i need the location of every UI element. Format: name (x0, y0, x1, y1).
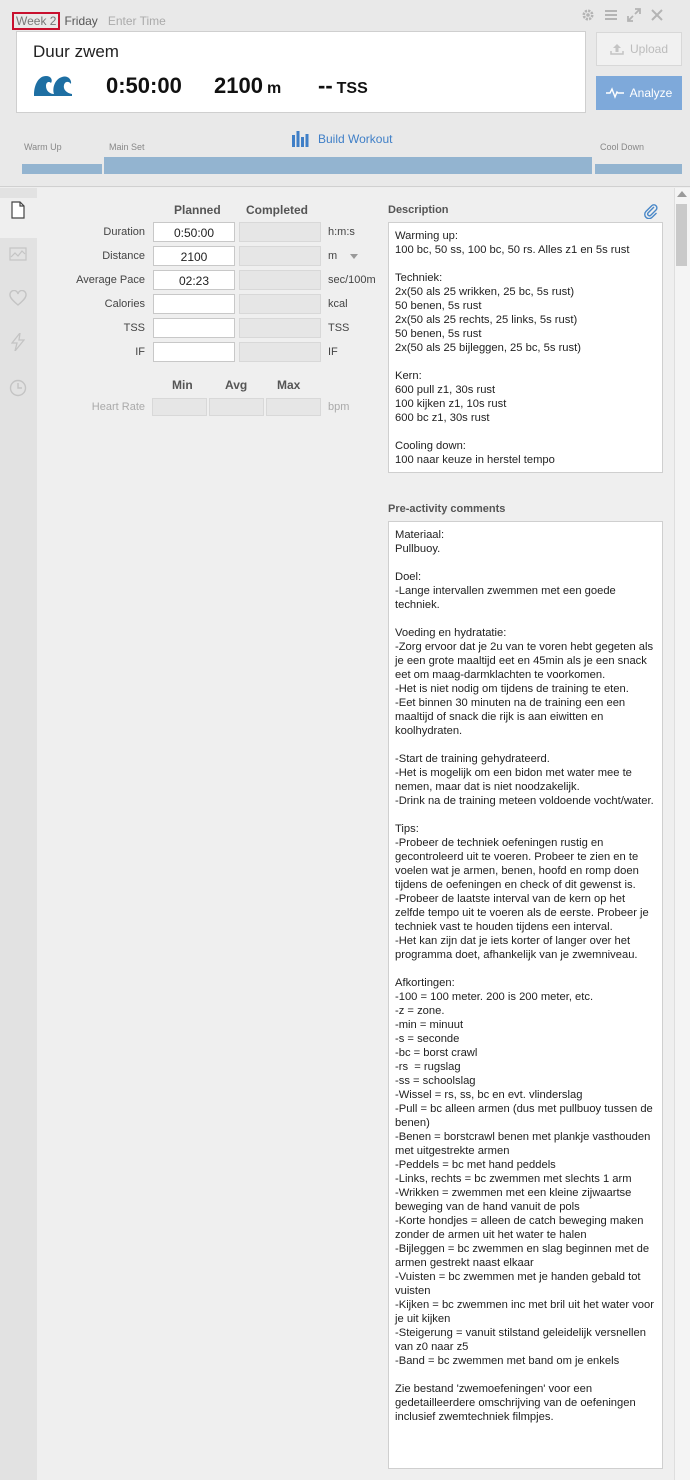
warm-up-label: Warm Up (24, 142, 62, 152)
if-planned-input[interactable] (153, 342, 235, 362)
tss-completed-input[interactable] (239, 318, 321, 338)
enter-time-link[interactable]: Enter Time (107, 14, 166, 28)
upload-label: Upload (629, 42, 669, 56)
calories-unit: kcal (328, 298, 348, 310)
description-title: Description (388, 204, 449, 216)
if-label: IF (135, 346, 145, 358)
breadcrumb (12, 12, 166, 30)
close-icon[interactable] (650, 8, 664, 25)
warm-up-bar[interactable] (22, 164, 102, 174)
distance-unit-select[interactable] (328, 250, 358, 262)
calories-completed-input[interactable] (239, 294, 321, 314)
heart-rate-unit: bpm (328, 401, 350, 413)
clock-icon[interactable] (8, 378, 28, 398)
description-textarea[interactable]: Warming up: 100 bc, 50 ss, 100 bc, 50 rs. Alles z1 en 5s rust Techniek: 2x(50 als 25 wrikken, 25 bc, 5s rust) 50 benen, 5s rust 2x(50 als 25 rechts, 25 links, 5s rust) 50 benen, 5s rust 2x(50 als 25 bijleggen, 25 bc, 5s rust) Kern: 600 pull z1, 30s rust 100 kijken z1, 10s rust 600 bc z1, 30s rust Cooling down: 100 naar keuze in herstel tempo (388, 222, 663, 473)
distance-completed-input[interactable] (239, 246, 321, 266)
document-icon[interactable] (8, 200, 28, 220)
distance-planned-input[interactable]: 2100 (153, 246, 235, 266)
pulse-icon (606, 87, 624, 99)
workout-header (0, 0, 690, 187)
expand-icon[interactable] (627, 8, 641, 25)
summary-distance (214, 73, 281, 99)
paperclip-icon[interactable] (643, 203, 659, 224)
pace-completed-input[interactable] (239, 270, 321, 290)
workout-title[interactable]: Duur zwem (33, 42, 119, 61)
cool-down-label: Cool Down (600, 142, 645, 152)
swim-icon (33, 70, 73, 101)
hr-min-input[interactable] (152, 398, 207, 416)
calories-planned-input[interactable] (153, 294, 235, 314)
hr-max-input[interactable] (266, 398, 321, 416)
chevron-down-icon (350, 254, 358, 259)
distance-unit: m (328, 250, 338, 262)
summary-distance-unit: m (266, 80, 282, 97)
duration-completed-input[interactable] (239, 222, 321, 242)
completed-header: Completed (246, 203, 309, 217)
build-workout-label: Build Workout (318, 132, 393, 146)
heart-icon[interactable] (8, 288, 28, 308)
bar-chart-icon (292, 131, 312, 147)
gear-icon[interactable] (581, 8, 595, 25)
scrollbar-thumb[interactable] (676, 204, 687, 266)
calories-label: Calories (104, 298, 145, 310)
tss-unit: TSS (328, 322, 350, 334)
pace-unit: sec/100m (328, 274, 376, 286)
if-unit: IF (328, 346, 338, 358)
if-completed-input[interactable] (239, 342, 321, 362)
summary-tss-unit: TSS (336, 80, 368, 97)
week-link[interactable]: Week 2 (12, 12, 60, 30)
workout-summary (16, 31, 586, 113)
hr-avg-header: Avg (225, 378, 248, 392)
hr-max-header: Max (277, 378, 301, 392)
planned-header: Planned (174, 203, 221, 217)
pre-activity-title: Pre-activity comments (388, 503, 506, 515)
build-workout-button[interactable] (292, 131, 392, 147)
pace-label: Average Pace (76, 274, 145, 286)
main-set-bar[interactable] (104, 157, 592, 174)
pre-activity-textarea[interactable]: Materiaal: Pullbuoy. Doel: -Lange intervallen zwemmen met een goede techniek. Voeding en hydratatie: -Zorg ervoor dat je 2u van te voren hebt gegeten als je een grote maaltijd eet en 45min als je een snack eet om maag-darmklachten te voorkomen. -Het is niet nodig om tijdens de training te eten. -Eet binnen 30 minuten na de training een een maaltijd of snack die rijk is aan eiwitten en koolhydraten. -Start de training gehydrateerd. -Het is mogelijk om een bidon met water mee te nemen, maar dat is niet noodzakelijk. -Drink na de training meteen voldoende vocht/water. Tips: -Probeer de techniek oefeningen rustig en gecontroleerd uit te voeren. Probeer te zien en te voelen wat je armen, benen, hoofd en romp doen tijdens de oefeningen en check of dit gewenst is. -Probeer de laatste interval van de kern op het zelfde tempo uit te voeren als de eerste. Probeer je techniek vast te houden tijdens een interval. -Het kan zijn dat je iets korter of langer over het programma doet, afhankelijk van je zwemniveau. Afkortingen: -100 = 100 meter. 200 is 200 meter, etc. -z = zone. -min = minuut -s = seconde -bc = borst crawl -rs = rugslag -ss = schoolslag -Wissel = rs, ss, bc en evt. vlinderslag -Pull = bc alleen armen (dus met pullbuoy tussen de benen) -Benen = borstcrawl benen met plankje vasthouden met uitgestrekte armen -Peddels = bc met hand peddels -Links, rechts = bc zwemmen met slechts 1 arm -Wrikken = zwemmen met een kleine zijwaartse beweging van de hand vanuit de pols -Korte hondjes = alleen de catch beweging maken zonder de armen uit het water te halen -Bijleggen = bc zwemmen en slag beginnen met de armen gestrekt naast elkaar -Vuisten = bc zwemmen met je handen gebald tot vuisten -Kijken = bc zwemmen inc met bril uit het water voor je uit kijken -Steigerung = vanuit stilstand geleidelijk versnellen van z0 naar z5 -Band = bc zwemmen met band om je enkels Zie bestand 'zwemoefeningen' voor een gedetailleerdere omschrijving van de oefeningen inclusief zwemtechniek filmpjes. (388, 521, 663, 1469)
upload-button[interactable] (596, 32, 682, 66)
upload-icon (610, 43, 624, 55)
cool-down-bar[interactable] (595, 164, 682, 174)
summary-tss (318, 73, 368, 99)
chart-icon[interactable] (8, 244, 28, 264)
scroll-up-arrow[interactable] (677, 191, 687, 197)
window-controls (581, 8, 664, 25)
summary-duration: 0:50:00 (106, 73, 182, 98)
duration-planned-input[interactable]: 0:50:00 (153, 222, 235, 242)
duration-label: Duration (103, 226, 145, 238)
duration-unit: h:m:s (328, 226, 355, 238)
tss-planned-input[interactable] (153, 318, 235, 338)
menu-icon[interactable] (604, 8, 618, 25)
lightning-icon[interactable] (8, 332, 28, 352)
analyze-button[interactable] (596, 76, 682, 110)
day-label: Friday (64, 14, 98, 28)
scrollbar[interactable] (674, 188, 690, 1480)
hr-avg-input[interactable] (209, 398, 264, 416)
pace-planned-input[interactable]: 02:23 (153, 270, 235, 290)
summary-tss-value: -- (318, 73, 333, 98)
hr-min-header: Min (172, 378, 193, 392)
summary-distance-value: 2100 (214, 73, 263, 98)
main-set-label: Main Set (109, 142, 145, 152)
tss-label: TSS (123, 322, 145, 334)
heart-rate-label: Heart Rate (91, 401, 145, 413)
analyze-label: Analyze (629, 86, 673, 100)
distance-label: Distance (102, 250, 145, 262)
side-tabs (0, 188, 37, 1480)
